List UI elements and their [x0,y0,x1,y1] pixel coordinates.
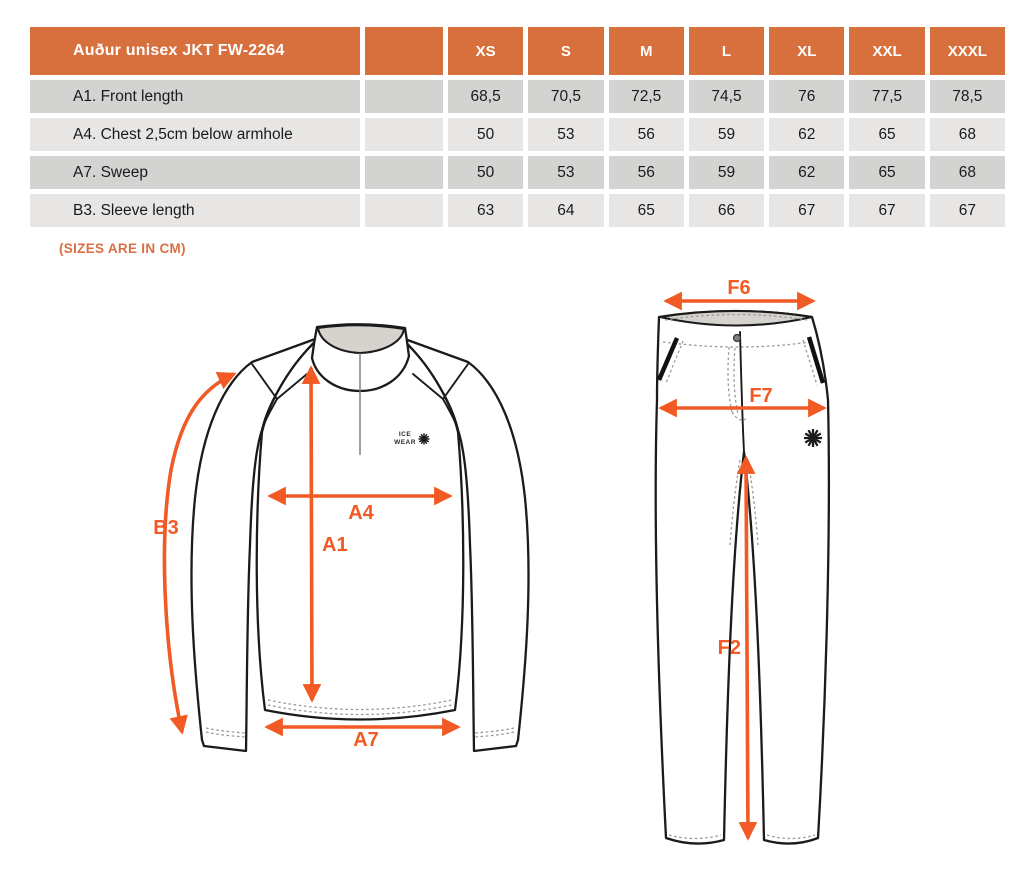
value-cell: 65 [849,118,924,151]
row-label-a4: A4. Chest 2,5cm below armhole [30,118,360,151]
measurement-label-a1: A1 [322,534,348,556]
brand-logo-text: ICE [398,431,412,438]
measurement-label-a4: A4 [348,502,374,524]
value-cell: 77,5 [849,80,924,113]
value-cell: 67 [930,194,1005,227]
spacer-cell [365,80,443,113]
size-header-xs: XS [448,27,523,75]
value-cell: 53 [528,118,603,151]
value-cell: 59 [689,156,764,189]
value-cell: 70,5 [528,80,603,113]
value-cell: 66 [689,194,764,227]
row-label-a1: A1. Front length [30,80,360,113]
value-cell: 50 [448,118,523,151]
measurement-label-f7: F7 [749,385,773,407]
spacer-cell [365,156,443,189]
size-header-l: L [689,27,764,75]
brand-logo-text: WEAR [394,439,416,446]
spacer-cell [365,194,443,227]
value-cell: 56 [609,156,684,189]
measurement-label-f6: F6 [727,277,751,299]
size-table [30,27,1005,227]
size-header-xxxl: XXXL [930,27,1005,75]
pants-diagram [625,277,870,880]
value-cell: 76 [769,80,844,113]
value-cell: 68,5 [448,80,523,113]
value-cell: 72,5 [609,80,684,113]
value-cell: 63 [448,194,523,227]
value-cell: 74,5 [689,80,764,113]
row-label-a7: A7. Sweep [30,156,360,189]
measurement-arrow-f2 [746,458,748,838]
value-cell: 53 [528,156,603,189]
value-cell: 59 [689,118,764,151]
size-header-xxl: XXL [849,27,924,75]
value-cell: 62 [769,156,844,189]
size-header-m: M [609,27,684,75]
value-cell: 67 [769,194,844,227]
value-cell: 65 [609,194,684,227]
measurement-label-a7: A7 [353,729,379,751]
size-header-xl: XL [769,27,844,75]
value-cell: 67 [849,194,924,227]
value-cell: 68 [930,118,1005,151]
value-cell: 68 [930,156,1005,189]
value-cell: 65 [849,156,924,189]
waist-button [734,335,741,342]
value-cell: 62 [769,118,844,151]
row-label-b3: B3. Sleeve length [30,194,360,227]
value-cell: 50 [448,156,523,189]
measurement-arrow-a1 [311,368,312,700]
table-header-spacer-cell [365,27,443,75]
table-title-cell: Auður unisex JKT FW-2264 [30,27,360,75]
value-cell: 64 [528,194,603,227]
value-cell: 56 [609,118,684,151]
measurement-label-f2: F2 [717,637,741,659]
jacket-diagram [140,295,585,775]
value-cell: 78,5 [930,80,1005,113]
spacer-cell [365,118,443,151]
measurement-label-b3: B3 [153,517,179,539]
size-header-s: S [528,27,603,75]
sizes-note: (SIZES ARE IN CM) [59,241,186,256]
